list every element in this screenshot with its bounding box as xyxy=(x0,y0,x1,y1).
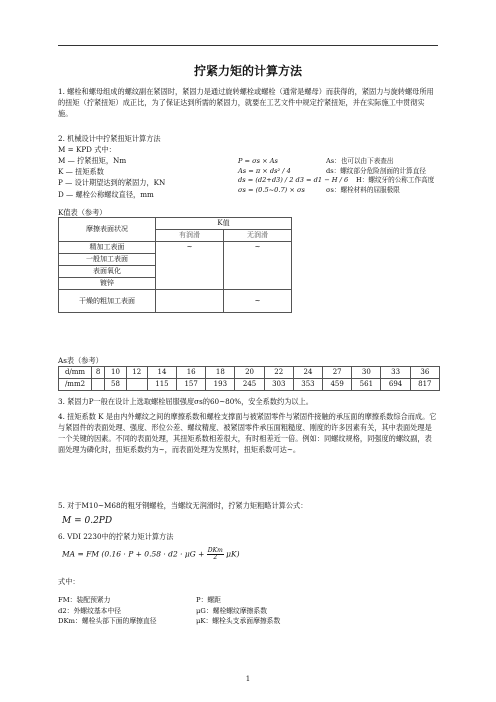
formula: P = σs × As xyxy=(238,157,278,165)
formula-row xyxy=(238,176,448,186)
as-cell: 10 xyxy=(105,367,126,379)
where-label: 式中： xyxy=(58,577,80,586)
legend-row xyxy=(58,616,338,627)
def-line: P — 设计期望达到的紧固力，KN xyxy=(58,178,166,188)
legend-item: μG：螺栓螺纹摩擦系数 xyxy=(196,606,268,615)
as-cell: 193 xyxy=(206,378,235,390)
as-cell: 115 xyxy=(147,378,176,390)
header-rule xyxy=(58,45,438,46)
legend-item: FM：装配预紧力 xyxy=(58,596,111,604)
table-row xyxy=(59,242,292,254)
vdi-frac-num: DKm xyxy=(207,547,223,554)
k-value-table xyxy=(58,217,292,313)
def-line: M — 拧紧扭矩，Nm xyxy=(58,156,127,166)
as-cell: 14 xyxy=(147,367,176,379)
k-row-oil: ~ xyxy=(156,242,224,290)
vdi-fraction xyxy=(207,548,224,561)
section-1 xyxy=(58,86,438,119)
k-row-dry: ~ xyxy=(224,242,292,290)
as-cell: 303 xyxy=(264,378,293,390)
as-cell: 245 xyxy=(235,378,264,390)
formula-row xyxy=(238,157,448,167)
definitions xyxy=(58,144,208,200)
k-row-name: 表面氧化 xyxy=(59,266,156,278)
as-cell: 33 xyxy=(381,367,410,379)
as-cell: 8 xyxy=(92,367,105,379)
table-row xyxy=(59,367,440,379)
formula-note: ds：螺纹部分危险剖面的计算直径 xyxy=(326,166,426,175)
legend-item: d2：外螺纹基本中径 xyxy=(58,606,122,615)
k-row-name: 镀锌 xyxy=(59,278,156,290)
vdi-formula-post: μK) xyxy=(226,549,240,559)
formula: σs = (0.5~0.7) × σs xyxy=(238,185,305,194)
vdi-formula-pre: MA = FM (0.16 · P + 0.58 · d2 · μG + xyxy=(62,549,205,559)
formula-row xyxy=(238,167,448,177)
as-cell xyxy=(92,378,105,390)
k-table-header-oil: 有润滑 xyxy=(156,230,224,242)
as-cell: 157 xyxy=(177,378,206,390)
as-cell: 36 xyxy=(410,367,439,379)
table-row xyxy=(59,290,292,313)
section-1-text: 1. 螺栓和螺母组成的螺纹副在紧固时，紧固力是通过旋转螺栓或螺栓（通常是螺母）而获得的，紧固力与旋转螺母所用的扭矩（拧紧扭矩）成正比，为了保证达到所需的紧固力，就要在工艺文件中规定拧紧扭矩，并在实际施工中贯彻实施。 xyxy=(58,87,434,119)
formula-row xyxy=(238,186,448,196)
table-row xyxy=(59,378,440,390)
k-table-header-dry: 无润滑 xyxy=(224,230,292,242)
simple-torque-formula: M = 0.2PD xyxy=(62,516,113,526)
as-cell: 16 xyxy=(177,367,206,379)
formula: ds = (d2+d3) / 2 d3 = d1 − H / 6 xyxy=(238,176,349,185)
k-row-name: 干燥的粗加工表面 xyxy=(59,290,156,313)
as-cell: 12 xyxy=(126,367,147,379)
formula: As = π × ds² / 4 xyxy=(238,166,291,175)
as-cell: 561 xyxy=(352,378,381,390)
def-line: D — 螺栓公称螺纹直径，mm xyxy=(58,189,154,199)
section-6: 6. VDI 2230中的拧紧力矩计算方法 xyxy=(58,532,174,541)
as-cell: 27 xyxy=(323,367,352,379)
formula-block xyxy=(238,157,448,195)
as-cell: 353 xyxy=(293,378,322,390)
section-3: 3. 紧固力P一般在设计上选取螺栓屈服强度σs的60~80%，安全系数约为以上。 xyxy=(58,397,313,406)
k-row-name: 一般加工表面 xyxy=(59,254,156,266)
k-row-name: 精加工表面 xyxy=(59,242,156,254)
as-cell: 817 xyxy=(410,378,439,390)
as-row-label: /mm2 xyxy=(59,378,92,390)
vdi-frac-den: 2 xyxy=(213,554,218,561)
as-cell: 22 xyxy=(264,367,293,379)
as-table-caption: As表（参考） xyxy=(58,356,103,365)
as-cell xyxy=(126,378,147,390)
k-row-dry: ~ xyxy=(224,290,292,313)
as-cell: 694 xyxy=(381,378,410,390)
as-cell: 24 xyxy=(293,367,322,379)
formula-note: σs：螺栓材料的屈服极限 xyxy=(326,185,400,194)
formula-note: As：也可以由下表查出 xyxy=(326,157,394,165)
legend-row xyxy=(58,606,338,617)
vdi-torque-formula xyxy=(62,548,240,561)
page-title: 拧紧力矩的计算方法 xyxy=(193,64,302,78)
formula-note: H：螺纹牙的公称工作高度 xyxy=(356,176,435,185)
def-line: K — 扭矩系数 xyxy=(58,167,104,177)
as-cell: 459 xyxy=(323,378,352,390)
section-5: 5. 对于M10~M68的粗牙钢螺栓，当螺纹无润滑时，拧紧力矩粗略计算公式： xyxy=(58,501,308,510)
as-cell: 58 xyxy=(105,378,126,390)
section-2-title: 2. 机械设计中拧紧扭矩计算方法 xyxy=(58,134,161,143)
section-4: 4. 扭矩系数 K 是由内外螺纹之间的摩擦系数和螺栓支撑面与被紧固零件与紧固件接触的承压面的摩擦系数综合而成。它与紧固件的表面处理、强度、形位公差、螺纹精度、被紧固零件承压面粗糙度、刚度的许多因素有关，其中表面处理是一个关键的因素。不同的表面处理，其扭矩系数相差很大，有时相差近一倍。例如：同螺纹规格，同强度的螺纹副，表面处理为磷化时，扭矩系数约为~，而表面处理为发黑时，扭矩系数可达~。 xyxy=(58,412,437,455)
k-table-caption: K值表（参考） xyxy=(58,208,107,217)
legend-row xyxy=(58,595,338,606)
def-line: M = KPD 式中： xyxy=(58,145,116,154)
k-table-header-k: K值 xyxy=(156,218,292,230)
as-row-label: d/mm xyxy=(59,367,92,379)
as-cell: 18 xyxy=(206,367,235,379)
symbol-legend xyxy=(58,595,338,627)
legend-item: DKm：螺栓头部下面的摩擦直径 xyxy=(58,617,157,626)
as-cell: 30 xyxy=(352,367,381,379)
legend-item: P：螺距 xyxy=(196,596,221,604)
k-row-oil xyxy=(156,290,224,313)
legend-item: μK：螺栓头支承面摩擦系数 xyxy=(196,617,281,626)
k-table-header-surface: 摩擦表面状况 xyxy=(59,218,156,242)
page-number: 1 xyxy=(245,675,251,683)
as-value-table xyxy=(58,366,440,391)
as-cell: 20 xyxy=(235,367,264,379)
